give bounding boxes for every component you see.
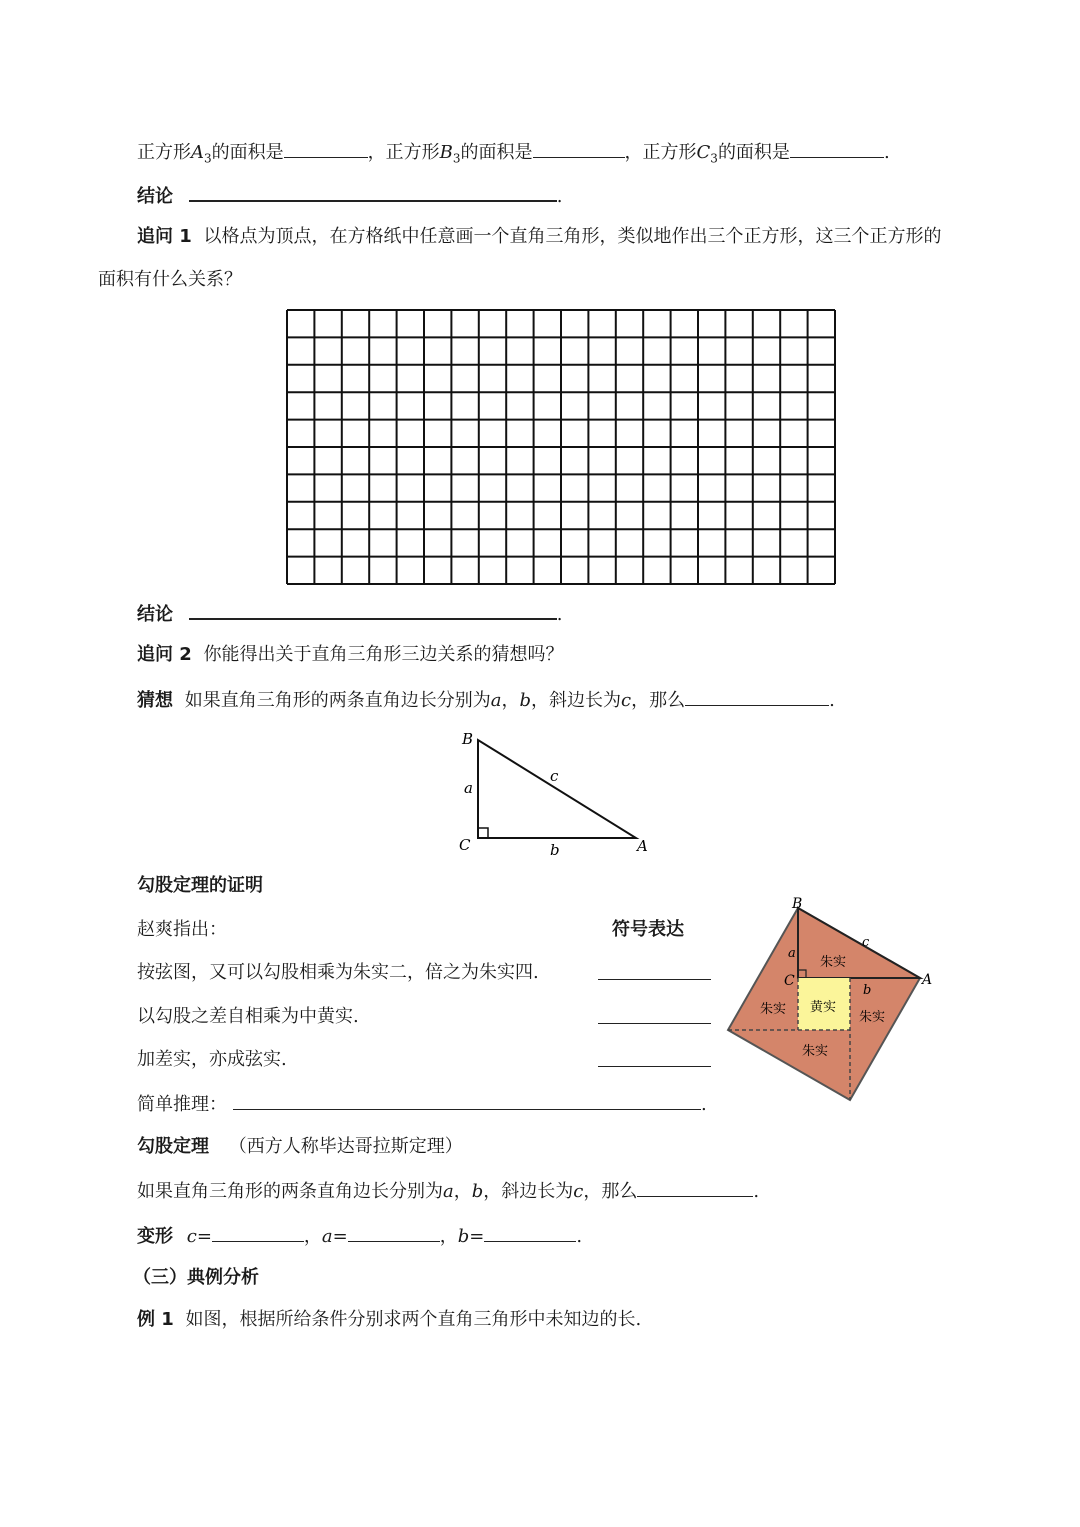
conclusion-2: 结论 . [137, 600, 562, 627]
variant-line: 变形 c= ，a= ，b= . [137, 1223, 582, 1249]
followup-2: 追问 2 你能得出关于直角三角形三边关系的猜想吗？ [137, 644, 564, 665]
diagram-b-label: B [792, 896, 803, 912]
conclusion-1-blank[interactable] [189, 182, 557, 202]
theorem-statement: 如果直角三角形的两条直角边长分别为a，b，斜边长为c，那么 . [137, 1178, 759, 1204]
followup-1: 追问 1 以格点为顶点，在方格纸中任意画一个直角三角形，类似地作出三个正方形，这三个正方形的 [137, 226, 942, 247]
section-3-title: （三）典例分析 [133, 1267, 259, 1288]
proof-line-1: 按弦图，又可以勾股相乘为朱实二，倍之为朱实四. [137, 962, 539, 983]
triangle-shape [478, 740, 636, 838]
square-areas-line: 正方形$A_3$的面积是 ，正方形$B_3$的面积是 ，正方形$C_3$的面积是 . [137, 139, 890, 171]
proof-line-2: 以勾股之差自相乘为中黄实. [137, 1006, 359, 1027]
zhu-label-1: 朱实 [820, 955, 847, 970]
side-c-label: c [550, 767, 559, 785]
vertex-c-label: C [459, 836, 471, 854]
answer-blank-b3[interactable] [533, 139, 625, 158]
zhu-label-2: 朱实 [760, 1002, 787, 1017]
variant-c-blank[interactable] [212, 1223, 304, 1242]
proof-line-3: 加差实，亦成弦实. [137, 1049, 287, 1070]
answer-blank-a3[interactable] [284, 139, 368, 158]
diagram-side-c: c [862, 935, 870, 950]
diagram-c-label: C [784, 973, 795, 989]
diagram-a-label: A [922, 972, 933, 988]
huang-label: 黄实 [810, 1000, 837, 1015]
symbol-blank-2[interactable] [598, 1005, 711, 1024]
right-triangle-figure [450, 725, 660, 860]
reasoning-blank[interactable] [233, 1091, 701, 1110]
xian-diagram [720, 890, 940, 1112]
example-1: 例 1 如图，根据所给条件分别求两个直角三角形中未知边的长. [137, 1309, 642, 1330]
vertex-a-label: A [637, 837, 648, 855]
reasoning-line: 简单推理： . [137, 1091, 707, 1117]
side-b-label: b [550, 841, 560, 859]
answer-blank-c3[interactable] [790, 139, 884, 158]
side-a-label: a [464, 779, 473, 797]
zhu-triangle-top [798, 908, 920, 978]
conclusion-2-blank[interactable] [189, 600, 557, 620]
proof-heading: 勾股定理的证明 [137, 875, 263, 896]
variant-b-blank[interactable] [484, 1223, 576, 1242]
theorem-blank[interactable] [637, 1178, 753, 1197]
zhao-line: 赵爽指出： [137, 919, 227, 940]
zhu-label-3: 朱实 [859, 1010, 886, 1025]
grid-paper[interactable] [285, 308, 837, 586]
followup-1-cont: 面积有什么关系？ [98, 269, 242, 290]
conjecture-blank[interactable] [685, 687, 829, 706]
conclusion-1: 结论 . [137, 182, 562, 209]
symbol-blank-1[interactable] [598, 961, 711, 980]
diagram-side-a: a [788, 946, 796, 961]
conjecture: 猜想 如果直角三角形的两条直角边长分别为a，b，斜边长为c，那么 . [137, 687, 835, 713]
vertex-b-label: B [462, 730, 474, 748]
variant-a-blank[interactable] [348, 1223, 440, 1242]
theorem-heading: 勾股定理 （西方人称毕达哥拉斯定理） [137, 1136, 463, 1157]
right-angle-mark [478, 828, 488, 838]
zhu-label-4: 朱实 [802, 1044, 829, 1059]
diagram-side-b: b [863, 983, 872, 998]
symbol-blank-3[interactable] [598, 1048, 711, 1067]
symbol-heading: 符号表达 [612, 919, 684, 940]
